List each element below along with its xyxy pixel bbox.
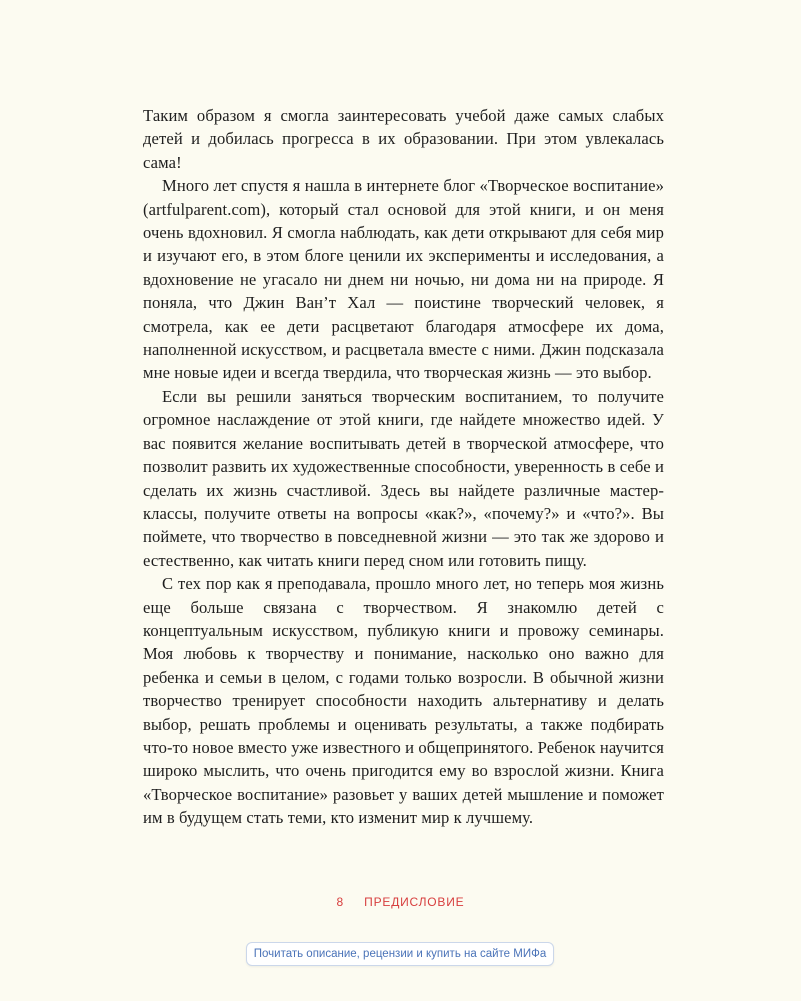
- page-number: 8: [336, 895, 345, 909]
- buy-book-link[interactable]: Почитать описание, рецензии и купить на сайте МИФа: [246, 942, 554, 966]
- paragraph-3: Если вы решили заняться творческим воспитанием, то получите огромное наслаждение от этой книги, где найдете множество идей. У вас появится желание воспитывать детей в творческой атмосфере, что позволит развить их художественные способности, уверенность в себе и сделать их жизнь счастливой. Здесь вы найдете различные мастер-классы, получите ответы на вопросы «как?», «почему?» и «что?». Вы поймете, что творчество в повседневной жизни — это так же здорово и естественно, как читать книги перед сном или готовить пищу.: [143, 386, 664, 570]
- section-title: ПРЕДИСЛОВИЕ: [364, 895, 465, 909]
- paragraph-4: С тех пор как я преподавала, прошло много лет, но теперь моя жизнь еще больше связана с творчеством. Я знакомлю детей с концептуальным искусством, публикую книги и провожу семинары. Моя любовь к творчеству и понимание, насколько оно важно для ребенка и семьи в целом, с годами только возросли. В обычной жизни творчество тренирует способности находить альтернативу и делать выбор, решать проблемы и оценивать результаты, а также подбирать что-то новое вместо уже известного и общепринятого. Ребенок научится широко мыслить, что очень пригодится ему во взрослой жизни. Книга «Творческое воспитание» разовьет у ваших детей мышление и поможет им в будущем стать теми, кто изменит мир к лучшему.: [143, 574, 665, 828]
- paragraph-2: Много лет спустя я нашла в интернете блог «Творческое воспитание» (artfulparent.com), который стал основой для этой книги, и он меня очень вдохновил. Я смогла наблюдать, как дети открывают для себя мир и изучают его, в этом блоге ценили их эксперименты и исследования, а вдохновение не угасало ни днем ни ночью, ни дома ни на природе. Я поняла, что Джин Ван’т Хал — поистине творческий человек, я смотрела, как ее дети расцветают благодаря атмосфере их дома, наполненной искусством, и расцветала вместе с ними. Джин подсказала мне новые идеи и всегда твердила, что творческая жизнь — это выбор.: [143, 176, 664, 383]
- body-text: [143, 104, 664, 830]
- page-footer: [0, 895, 801, 909]
- paragraph-1: Таким образом я смогла заинтересовать учебой даже самых слабых детей и добилась прогресса в их образовании. При этом увлекалась сама!: [143, 106, 664, 172]
